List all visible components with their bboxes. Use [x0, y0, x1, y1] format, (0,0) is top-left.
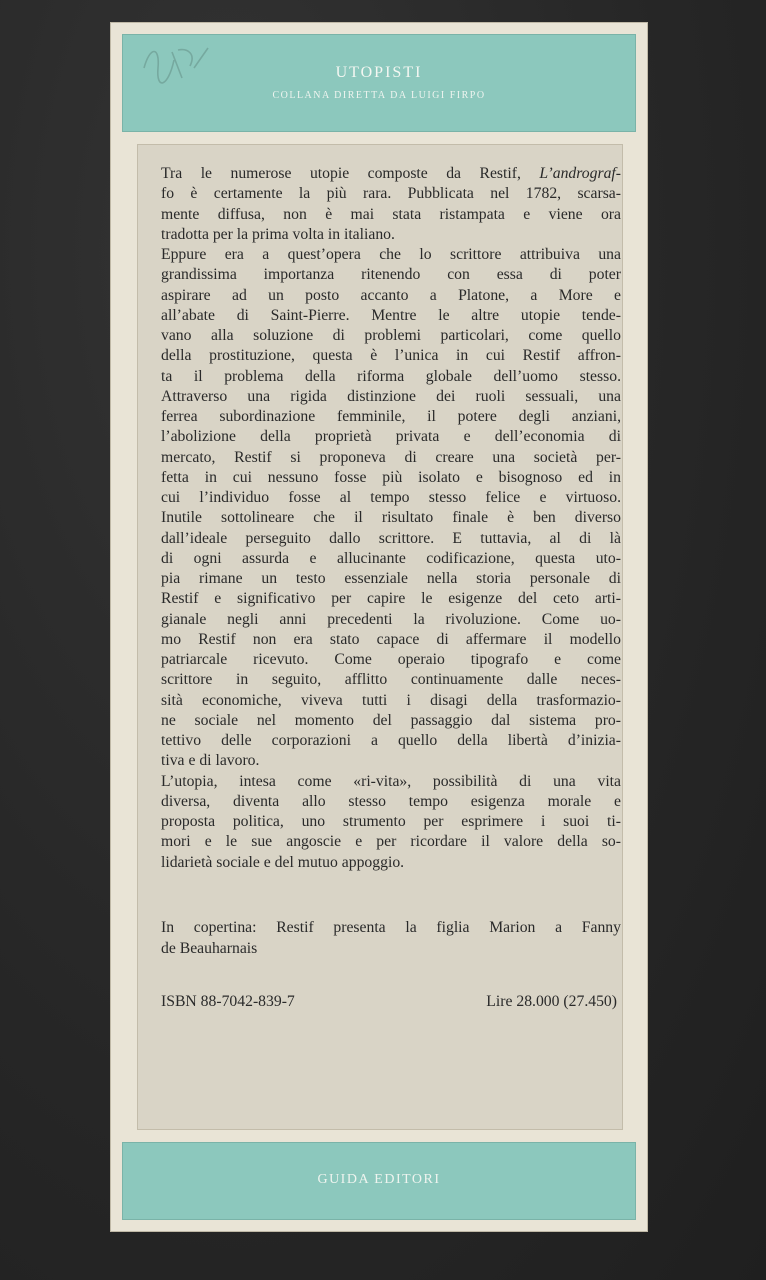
blurb-line: cui l’individuo fosse al tempo stesso felice e virtuoso. — [161, 489, 621, 506]
blurb-line: mente diffusa, non è mai stata ristampata e viene ora — [161, 205, 621, 223]
blurb-line: all’abate di Saint-Pierre. Mentre le altre utopie tende- — [161, 306, 621, 324]
cover-note — [161, 917, 621, 959]
blurb-line: mo Restif non era stato capace di affermare il modello — [161, 630, 621, 648]
blurb-line: L’utopia, intesa come «ri-vita», possibilità di una vita — [161, 772, 621, 790]
blurb-line: sità economiche, viveva tutti i disagi della trasformazio- — [161, 691, 621, 709]
blurb-line: Eppure era a quest’opera che lo scrittore attribuiva una — [161, 246, 621, 263]
blurb-line: ne sociale nel momento del passaggio dal sistema pro- — [161, 711, 621, 729]
blurb-line: pia rimane un testo essenziale nella storia personale di — [161, 570, 621, 587]
blurb-line: gianale negli anni precedenti la rivoluzione. Come uo- — [161, 610, 621, 628]
blurb-line: proposta politica, uno strumento per esprimere i suoi ti- — [161, 813, 621, 830]
blurb-line: tradotta per la prima volta in italiano. — [161, 225, 395, 243]
blurb-line: ferrea subordinazione femminile, il potere degli anziani, — [161, 408, 621, 425]
isbn: ISBN 88-7042-839-7 — [161, 993, 295, 1010]
blurb-line: patriarcale ricevuto. Come operaio tipografo e come — [161, 651, 621, 668]
book-title: L’andrograf- — [539, 165, 621, 182]
publisher-name: GUIDA EDITORI — [317, 1172, 441, 1187]
blurb-line: mori e le sue angoscie e per ricordare il valore della so- — [161, 833, 621, 851]
blurb-line: scrittore in seguito, afflitto continuamente dalle neces- — [161, 671, 621, 689]
blurb-line: di ogni assurda e allucinante codificazione, questa uto- — [161, 549, 621, 567]
blurb-line: della prostituzione, questa è l’unica in cui Restif affron- — [161, 347, 621, 365]
blurb-line: fo è certamente la più rara. Pubblicata nel 1782, scarsa- — [161, 185, 621, 203]
blurb-line: Restif e significativo per capire le esigenze del ceto arti- — [161, 590, 621, 608]
blurb-line: l’abolizione della proprietà privata e dell’economia di — [161, 428, 621, 446]
blurb-line: diversa, diventa allo stesso tempo esigenza morale e — [161, 792, 621, 810]
blurb-line: ta il problema della riforma globale dell’uomo stesso. — [161, 367, 621, 385]
blurb-line: dall’ideale perseguito dallo scrittore. E tuttavia, al di là — [161, 529, 621, 547]
cover-note-line: de Beauharnais — [161, 940, 258, 957]
cover-note-line: In copertina: Restif presenta la figlia Marion a Fanny — [161, 919, 621, 936]
blurb-line: grandissima importanza ritenendo con essa di poter — [161, 266, 621, 284]
blurb-line: Tra le numerose utopie composte da Restif, L’andrograf- — [161, 165, 621, 182]
isbn-price-row — [161, 993, 617, 1011]
series-title: UTOPISTI — [335, 64, 423, 81]
blurb-line: Attraverso una rigida distinzione dei ruoli sessuali, una — [161, 387, 621, 405]
price: Lire 28.000 (27.450) — [486, 993, 617, 1010]
blurb-line: tiva e di lavoro. — [161, 752, 260, 770]
blurb-line: aspirare ad un posto accanto a Platone, a More e — [161, 286, 621, 304]
blurb-line: tettivo delle corporazioni a quello della libertà d’inizia- — [161, 732, 621, 749]
series-subtitle: COLLANA DIRETTA DA LUIGI FIRPO — [272, 90, 486, 101]
blurb-line: mercato, Restif si proponeva di creare una società per- — [161, 448, 621, 466]
blurb-line: vano alla soluzione di problemi particolari, come quello — [161, 327, 621, 344]
blurb-line: fetta in cui nessuno fosse più isolato e bisognoso ed in — [161, 468, 621, 486]
blurb-text — [161, 164, 621, 873]
blurb-line: Inutile sottolineare che il risultato finale è ben diverso — [161, 509, 621, 527]
blurb-line: lidarietà sociale e del mutuo appoggio. — [161, 853, 405, 871]
